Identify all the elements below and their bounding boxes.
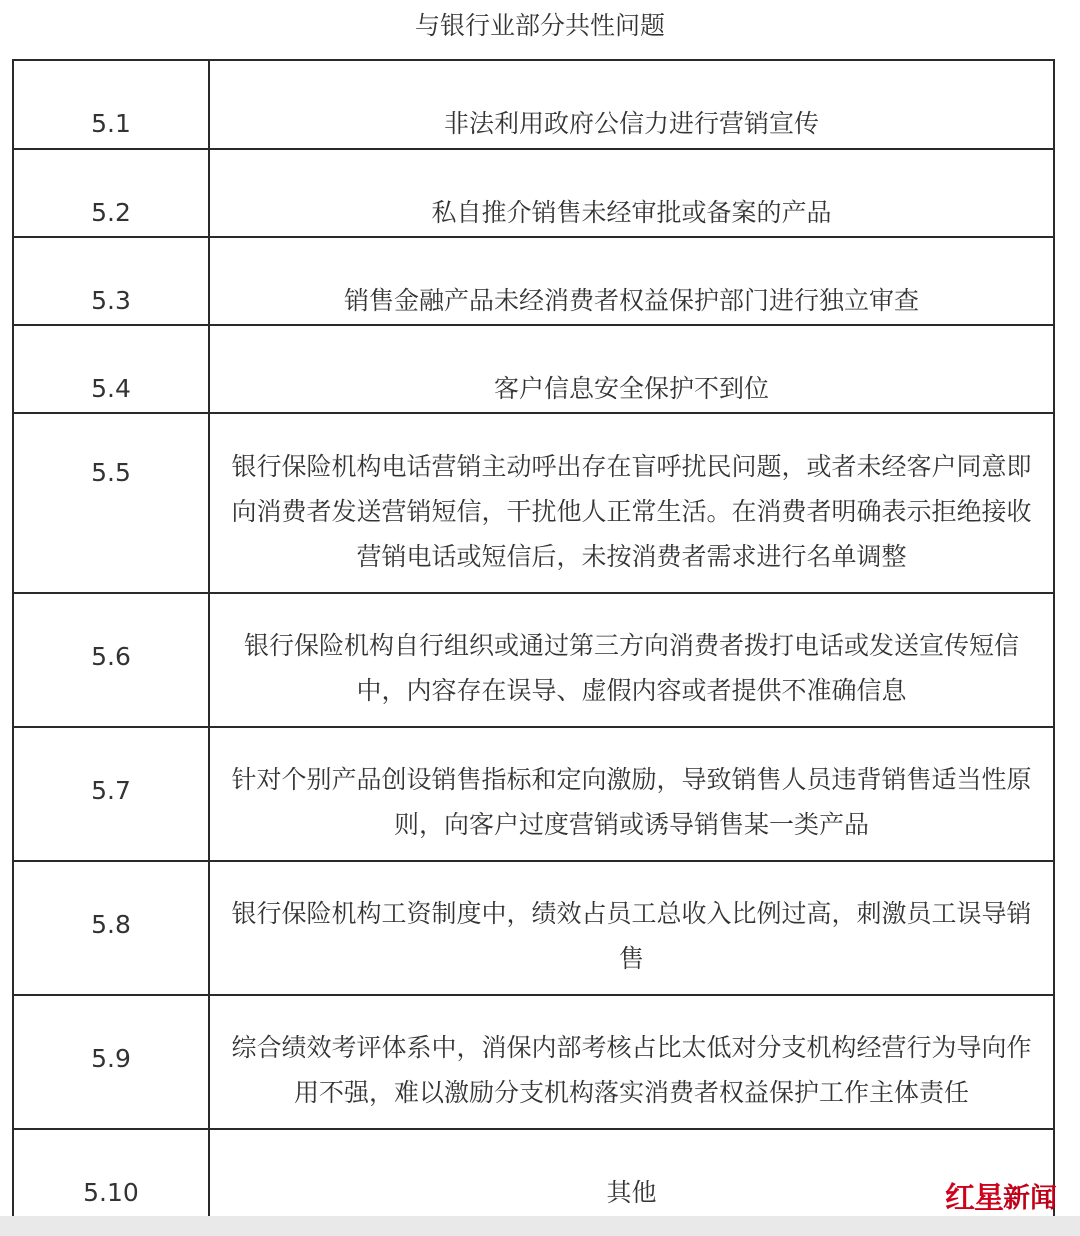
issues-table [12, 59, 1055, 1218]
row-description: 针对个别产品创设销售指标和定向激励，导致销售人员违背销售适当性原则，向客户过度营销或诱导销售某一类产品 [209, 727, 1054, 861]
watermark-brand: 红星 [945, 1181, 1003, 1216]
bottom-strip [0, 1216, 1080, 1236]
row-number: 5.5 [13, 413, 209, 593]
row-description: 私自推介销售未经审批或备案的产品 [209, 149, 1054, 237]
table-row [13, 1129, 1054, 1217]
row-number: 5.2 [13, 149, 209, 237]
row-number: 5.8 [13, 861, 209, 995]
table-row [13, 861, 1054, 995]
row-description: 销售金融产品未经消费者权益保护部门进行独立审查 [209, 237, 1054, 325]
table-row [13, 237, 1054, 325]
table-row [13, 995, 1054, 1129]
row-number: 5.3 [13, 237, 209, 325]
table-row [13, 60, 1054, 149]
table-row [13, 593, 1054, 727]
row-description: 银行保险机构工资制度中，绩效占员工总收入比例过高，刺激员工误导销售 [209, 861, 1054, 995]
row-number: 5.9 [13, 995, 209, 1129]
row-description: 银行保险机构电话营销主动呼出存在盲呼扰民问题，或者未经客户同意即向消费者发送营销短信，干扰他人正常生活。在消费者明确表示拒绝接收营销电话或短信后，未按消费者需求进行名单调整 [209, 413, 1054, 593]
page-title: 与银行业部分共性问题 [414, 11, 665, 40]
row-number: 5.1 [13, 60, 209, 149]
table-row [13, 727, 1054, 861]
row-description: 非法利用政府公信力进行营销宣传 [209, 60, 1054, 149]
row-description: 综合绩效考评体系中，消保内部考核占比太低对分支机构经营行为导向作用不强，难以激励分支机构落实消费者权益保护工作主体责任 [209, 995, 1054, 1129]
watermark-news: 新闻 [1003, 1182, 1057, 1214]
row-number: 5.6 [13, 593, 209, 727]
row-description: 其他 [209, 1129, 1054, 1217]
table-row [13, 325, 1054, 413]
row-number: 5.7 [13, 727, 209, 861]
table-row [13, 413, 1054, 593]
row-number: 5.4 [13, 325, 209, 413]
row-description: 银行保险机构自行组织或通过第三方向消费者拨打电话或发送宣传短信中，内容存在误导、虚假内容或者提供不准确信息 [209, 593, 1054, 727]
row-description: 客户信息安全保护不到位 [209, 325, 1054, 413]
table-row [13, 149, 1054, 237]
watermark-logo [945, 1170, 1075, 1220]
row-number: 5.10 [13, 1129, 209, 1217]
